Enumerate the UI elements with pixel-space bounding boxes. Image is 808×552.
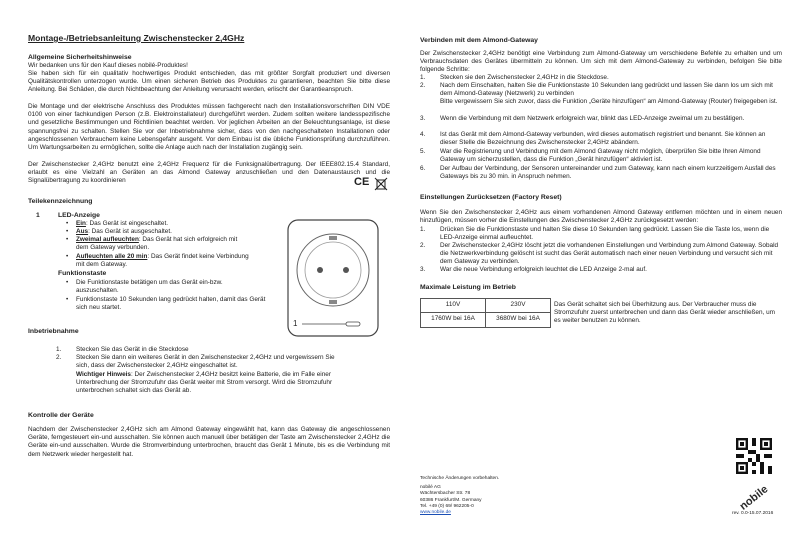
safety-text-4: Der Zwischenstecker 2,4GHz benutzt eine 2,4GHz Frequenz für die Funksignalübertragung. Der IEEE802.15.4 Standard, erlaubt es eine Vielzahl an Geräten an das Almond Gateway anzuschließen und den Datenaustausch und die Signalübertragung zu koordinieren: [28, 161, 390, 185]
power-cell-1760w: 1760W bei 16A: [421, 313, 486, 327]
connect-step-5: 5. War die Registrierung und Verbindung mit dem Almond Gateway nicht möglich, überprüfen Sie bitte Ihren Almond Gateway um sicherzustellen, dass die Funktion „Gerät hinzufügen“ aktiviert ist.: [420, 148, 761, 164]
revision-label: rev. 0.0-15.07.2016: [732, 511, 774, 516]
power-cell-3680w: 3680W bei 16A: [486, 313, 551, 327]
led-heading: LED-Anzeige: [58, 212, 100, 219]
led-number: 1: [36, 212, 40, 219]
startup-note: Wichtiger Hinweis: Der Zwischenstecker 2,4GHz besitzt keine Batterie, die im Falle einer Unterbrechung der Stromzufuhr das Gerät weiter mit Strom versorgt. Wird die Stromzufuhr unterbrochen schaltet sich das Gerät ab.: [76, 371, 333, 395]
control-heading: Kontrolle der Geräte: [28, 412, 94, 419]
footer-changes: Technische Änderungen vorbehalten.: [420, 476, 500, 481]
safety-text-3: Die Montage und der elektrische Anschluss des Produktes müssen fachgerecht nach den Installationsvorschriften DIN VDE 0100 von einer fachkundigen Person (z.B. Elektroinstallateur) durchgeführt werden. Zudem sollten weitere landesspezifische und gesetzliche Bestimmungen und Richtlinien beachtet werden. Vor jeglichen Arbeiten an der Beleuchtungsanlage, ist diese spannungsfrei zu schalten. Stellen Sie vor der Inbetriebnahme sicher, dass von den nachgeschalteten Installationen oder angeschlossenen Verbrauchern keine Lebensgefahr ausgeht. Vor dem Einbau ist die übliche Funktionsprüfung durchzuführen. Um Wartungsarbeiten zu ermöglichen, sollte die Anlage auch nach der Installation zugängig sein.: [28, 103, 390, 152]
func-heading: Funktionstaste: [58, 270, 107, 277]
nobile-logo: nobile: [737, 483, 771, 513]
connect-heading: Verbinden mit dem Almond-Gateway: [420, 37, 538, 44]
safety-text-2: Sie haben sich für ein qualitativ hochwertiges Produkt entschieden, das mit größter Sorgfalt produziert und diversen Qualitätskontrollen unterzogen wurde. Um einen sicheren Betrieb des Produktes zu garantieren, beachten Sie bitte diese Anleitung. Bei Schäden, die durch Nichtbeachtung der Anleitung verursacht werden, erlischt der Garantieanspruch.: [28, 70, 390, 94]
document-title: Montage-/Betriebsanleitung Zwischenstecker 2,4GHz: [28, 33, 245, 43]
func-item-1: • Die Funktionstaste betätigen um das Gerät ein-bzw. auszuschalten.: [76, 279, 256, 295]
footer-city: 60386 Frankfurt/M. Germany: [420, 497, 482, 503]
connect-step-3: 3. Wenn die Verbindung mit dem Netzwerk erfolgreich war, blinkt das LED-Anzeige zweimal um zu bestätigen.: [420, 115, 745, 122]
led-item-every20: • Aufleuchten alle 20 min: Das Gerät findet keine Verbindung mit dem Gateway.: [76, 253, 256, 269]
footer-web-link[interactable]: www.nobile.de: [420, 510, 451, 516]
weee-bin-icon: [374, 177, 388, 191]
func-item-2: • Funktionstaste 10 Sekunden lang gedrückt halten, damit das Gerät sich neu startet.: [76, 296, 266, 312]
reset-step-1: 1. Drücken Sie die Funktionstaste und halten Sie diese 10 Sekunden lang gedrückt. Lassen Sie die Taste los, wenn die LED-Anzeige einmal aufleuchtet.: [420, 226, 770, 242]
led-item-on: • Ein: Das Gerät ist eingeschaltet.: [76, 220, 266, 228]
reset-intro: Wenn Sie den Zwischenstecker 2,4GHz aus einem vorhandenen Almond Gateway entfernen möchten und in einem neuen hinzufügen, müssen vorher die Einstellungen des Zwischenstecker 2,4GHz zurückgesetzt werden:: [420, 209, 782, 225]
power-note: Das Gerät schaltet sich bei Überhitzung aus. Der Verbraucher muss die Stromzufuhr zuerst unterbrechen und dann das Gerät wieder anschließen, um es weiter benutzen zu können.: [551, 299, 783, 328]
safety-heading: Allgemeine Sicherheitshinweise: [28, 54, 132, 61]
footer-phone: Tel. +49 (0) 69/ 962205-0: [420, 503, 474, 509]
connect-step-2: 2. Nach dem Einschalten, halten Sie die Funktionstaste 10 Sekunden lang gedrückt und lassen Sie dann los um sich mit dem Almond-Gateway (Netzwerk) zu verbinden: [420, 82, 773, 98]
marking-heading: Teilekennzeichnung: [28, 198, 93, 205]
power-cell-110v: 110V: [421, 299, 486, 313]
control-text: Nachdem der Zwischenstecker 2,4GHz sich am Almond Gateway eingewählt hat, kann das Gateway die angeschlossenen Geräte, ferngesteuert ein-und ausschalten. Sie können auch manuell über betätigen der Taste am Zwischenstecker 2,4GHz die Geräte ein-und ausschalten. Wurde die Stromverbindung unterbrochen, braucht das Gerät 1 Minute, bis es die Verbindung mit dem Netzwerk wieder hergestellt hat.: [28, 426, 390, 458]
connect-step-4: 4. Ist das Gerät mit dem Almond-Gateway verbunden, wird dieses automatisch registriert und benannt. Sie können an dieser Stelle die Bezeichnung des Zwischenstecker 2,4GHz abändern.: [420, 131, 766, 147]
connect-step-2-note: Bitte vergewissern Sie sich zuvor, dass die Funktion „Geräte hinzufügen“ am Almond-Gateway (Router) freigegeben ist.: [440, 98, 778, 105]
qr-code: [736, 438, 772, 474]
connect-step-6: 6. Der Aufbau der Verbindung, der Sensoren untereinander und zum Gateway, kann nach einem kurzzeitigem Ausfall des Gateways bis zu 30 min. in Anspruch nehmen.: [420, 165, 776, 181]
reset-step-2: 2. Der Zwischenstecker 2,4GHz löscht jetzt die vorhandenen Einstellungen und Verbindung zum Almond Gateway. Sobald die Netzwerkverbindung gelöscht ist sucht das Gerät automatisch nach einer neuen Verbindung und versucht sich mit dem Gateway zu verbinden.: [420, 242, 779, 266]
footer-street: Wächtersbacher Str. 78: [420, 491, 471, 497]
connect-intro: Der Zwischenstecker 2,4GHz benötigt eine Verbindung zum Almond-Gateway um verschiedene Befehle zu erhalten und um Verbrauchsdaten des Gerätes übermitteln zu können. Um sich mit dem Almond-Gateway zu verbinden, befolgen Sie bitte folgende Schritte:: [420, 50, 782, 74]
led-item-off: • Aus: Das Gerät ist ausgeschaltet.: [76, 228, 266, 236]
safety-text-1: Wir bedanken uns für den Kauf dieses nobilé-Produktes!: [28, 62, 188, 69]
footer-address: [420, 476, 499, 516]
footer-company: nobilé AG: [420, 485, 441, 491]
plug-device-illustration: [272, 218, 390, 340]
callout-label: 1: [293, 319, 298, 328]
power-table: [420, 298, 782, 328]
startup-step-2: 2. Stecken Sie dann ein weiteres Gerät in den Zwischenstecker 2,4GHz und vergewissern Sie sich, dass der Zwischenstecker 2,4GHz eingeschaltet ist.: [56, 354, 335, 370]
ce-mark: C​E: [354, 176, 370, 188]
led-item-twice: • Zweimal aufleuchten: Das Gerät hat sich erfolgreich mit dem Gateway verbunden.: [76, 236, 246, 252]
connect-step-1: 1. Stecken sie den Zwischenstecker 2,4GHz in die Steckdose.: [420, 74, 609, 81]
reset-heading: Einstellungen Zurücksetzen (Factory Reset): [420, 194, 562, 201]
power-heading: Maximale Leistung im Betrieb: [420, 284, 516, 291]
startup-step-1: 1. Stecken Sie das Gerät in die Steckdose: [56, 346, 189, 353]
reset-step-3: 3. War die neue Verbindung erfolgreich leuchtet die LED Anzeige 2-mal auf.: [420, 266, 647, 273]
power-cell-230v: 230V: [486, 299, 551, 313]
startup-heading: Inbetriebnahme: [28, 328, 79, 335]
